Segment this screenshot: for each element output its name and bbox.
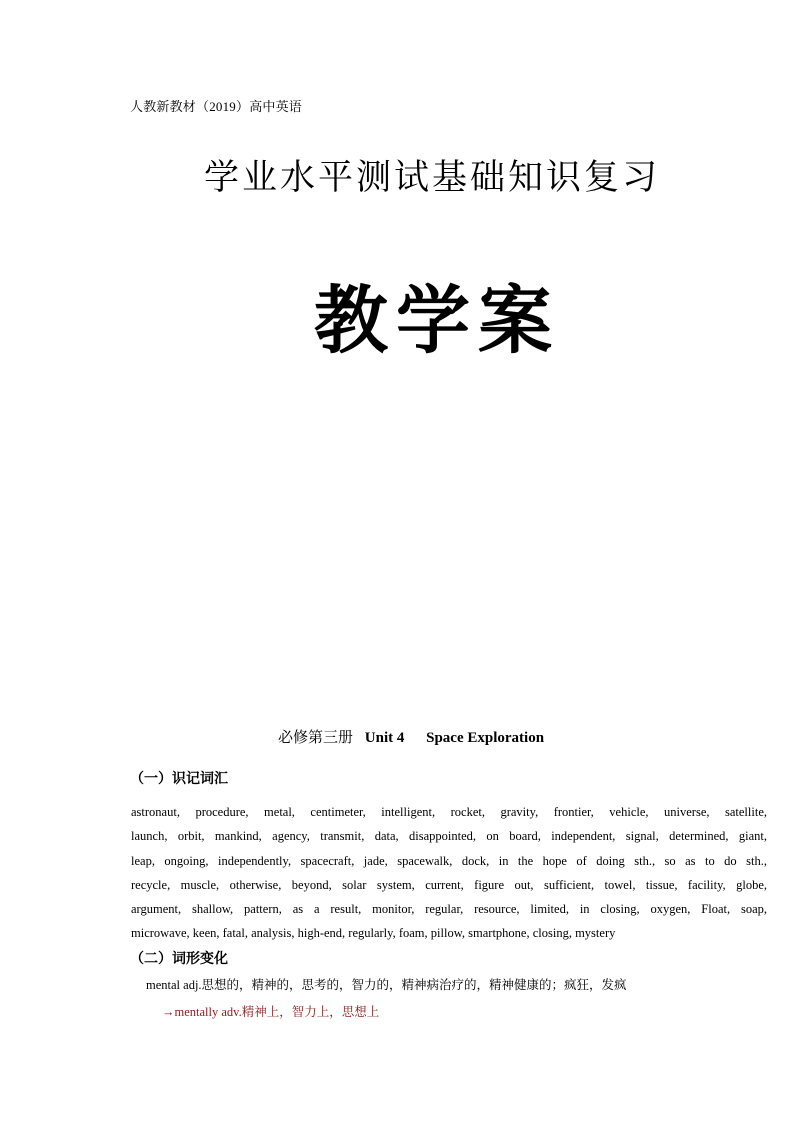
document-title: 学业水平测试基础知识复习 xyxy=(203,158,660,198)
book-label: 必修第三册 xyxy=(278,730,354,746)
vocabulary-line: astronaut, procedure, metal, centimeter, intelligent, rocket, gravity, frontier, vehicle, universe, satellite, xyxy=(131,805,767,819)
document-subtitle: 教学案 xyxy=(314,278,560,364)
word-form-derivative: →mentally adv.精神上，智力上，思想上 xyxy=(162,1005,380,1019)
vocabulary-list xyxy=(131,800,767,946)
unit-name: Space Exploration xyxy=(426,730,545,746)
unit-heading xyxy=(278,726,544,747)
word-form-entry: mental adj.思想的，精神的，思考的，智力的，精神病治疗的，精神健康的；疯狂，发疯 xyxy=(146,978,627,992)
vocabulary-line: launch, orbit, mankind, agency, transmit, data, disappointed, on board, independent, signal, determined, giant, xyxy=(131,829,767,844)
unit-number: Unit 4 xyxy=(364,730,405,746)
header-note: 人教新教材（2019）高中英语 xyxy=(130,99,303,114)
vocabulary-line: recycle, muscle, otherwise, beyond, solar system, current, figure out, sufficient, towel, tissue, facility, globe, xyxy=(131,877,767,892)
section-title-word-forms: （二）词形变化 xyxy=(130,951,228,967)
vocabulary-line: argument, shallow, pattern, as a result, monitor, regular, resource, limited, in closing, oxygen, Float, soap, xyxy=(131,902,767,917)
section-title-vocabulary: （一）识记词汇 xyxy=(130,771,228,787)
vocabulary-line: microwave, keen, fatal, analysis, high-end, regularly, foam, pillow, smartphone, closing, mystery xyxy=(131,926,616,941)
vocabulary-line: leap, ongoing, independently, spacecraft, jade, spacewalk, dock, in the hope of doing sth., so as to do sth., xyxy=(131,853,767,868)
